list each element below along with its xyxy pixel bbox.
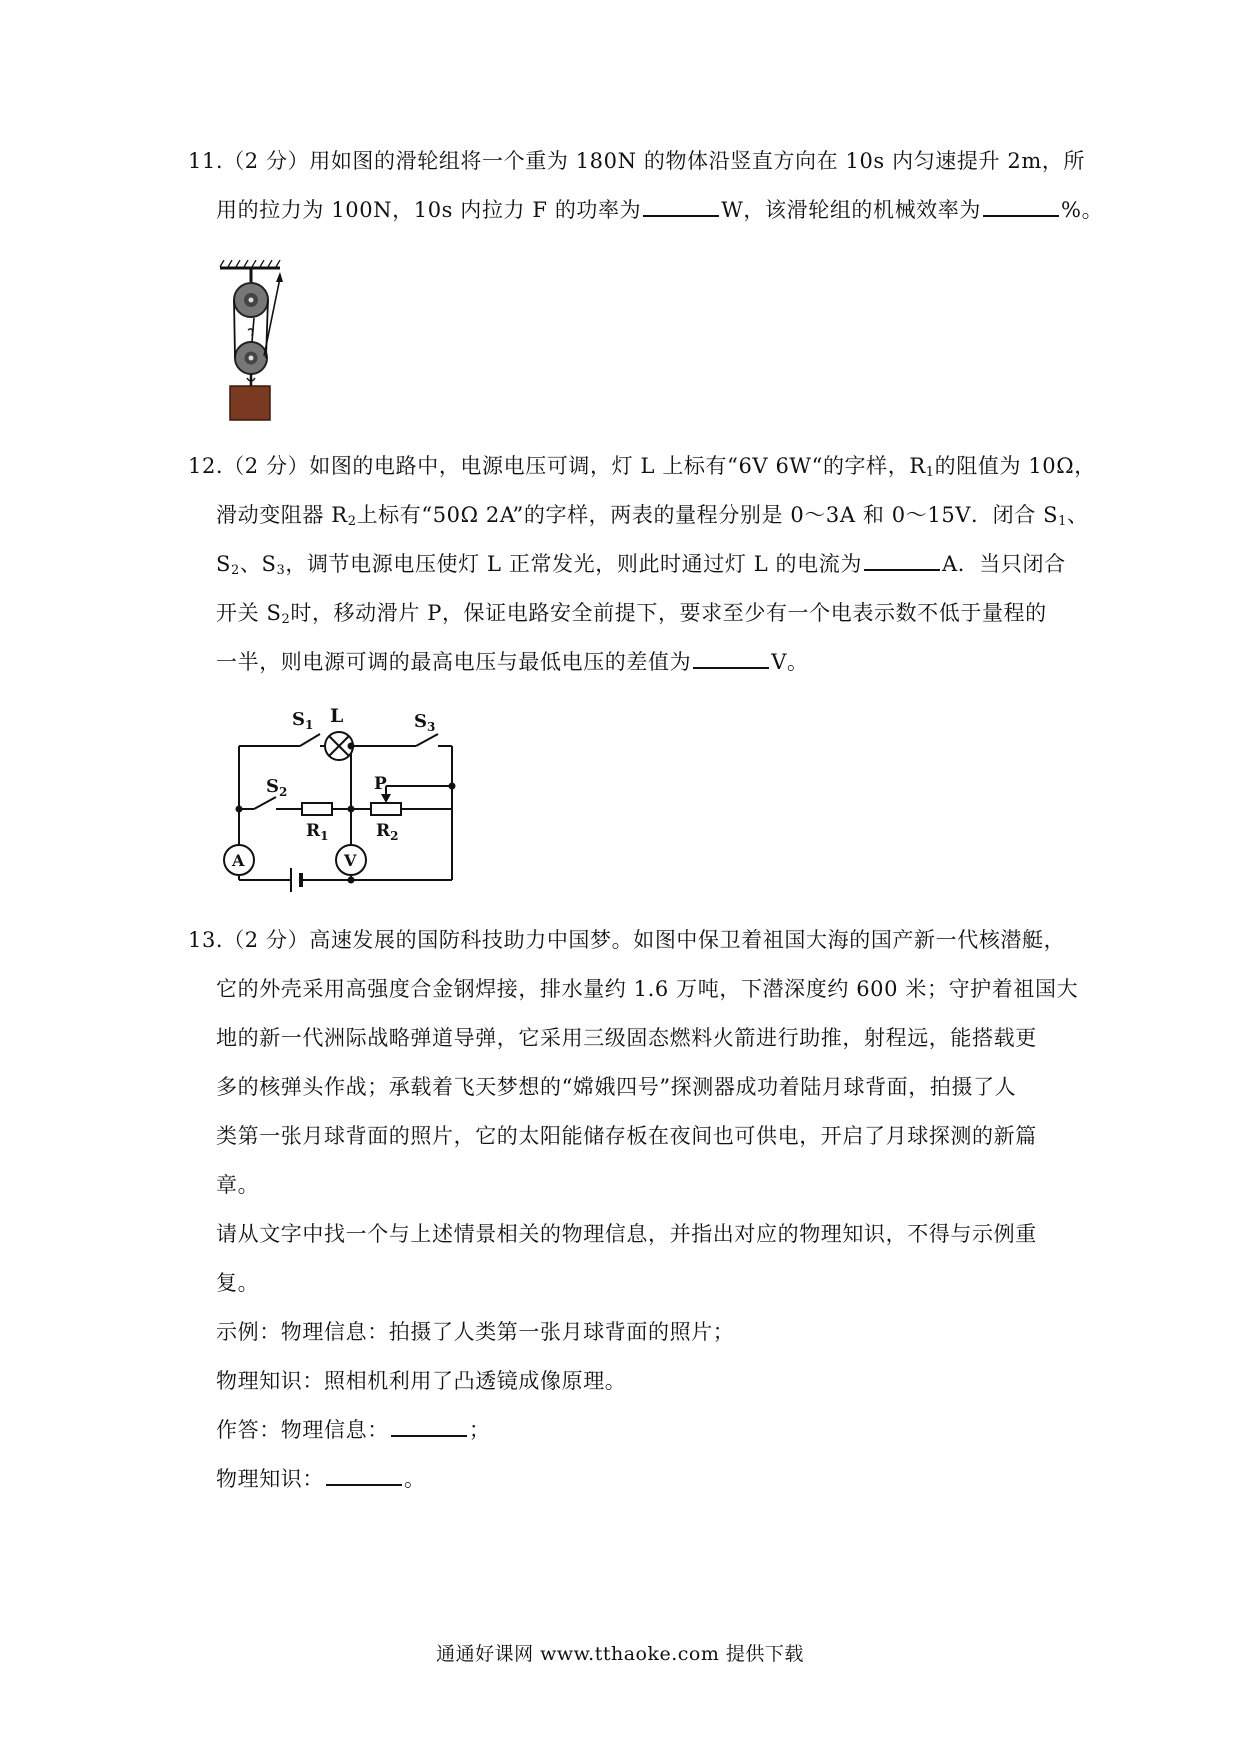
label-r1: $R_1$ [306,821,329,843]
q12-text: V。 [771,650,809,674]
q12-line-1 [188,452,1096,480]
answer-blank-physics-info[interactable] [391,1417,467,1437]
answer-blank-voltage-diff[interactable] [693,649,769,669]
q13-example-info: 示例：物理信息：拍摄了人类第一张月球背面的照片； [216,1320,735,1344]
q13-line-7: 请从文字中找一个与上述情景相关的物理信息，并指出对应的物理知识，不得与示例重 [216,1222,1037,1246]
q12-text: 时，移动滑片 P，保证电路安全前提下，要求至少有一个电表示数不低于量程的 [290,601,1047,625]
q12-line-2 [216,501,1089,529]
q12-text: ，调节电源电压使灯 L 正常发光，则此时通过灯 L 的电流为 [285,552,862,576]
answer-blank-current[interactable] [864,551,940,571]
q13-line-6: 章。 [216,1173,260,1197]
q12-text: 的阻值为 10Ω， [934,454,1096,478]
subscript: 2 [281,612,291,627]
q11-text: %。 [1061,198,1104,222]
subscript: 3 [276,563,286,578]
q13-text: 作答：物理信息： [216,1418,389,1442]
subscript: 1 [925,465,935,480]
label-lamp: L [330,705,344,727]
q13-line-2: 它的外壳采用高强度合金钢焊接，排水量约 1.6 万吨，下潜深度约 600 米；守护着祖国大 [216,977,1079,1001]
label-slider: P [374,774,387,794]
q11-line-1: 11.（2 分）用如图的滑轮组将一个重为 180N 的物体沿竖直方向在 10s 内匀速提升 2m，所 [188,149,1086,173]
label-s1: $S_1$ [292,709,314,732]
q11-text: W，该滑轮组的机械效率为 [721,198,982,222]
q12-text: 滑动变阻器 R [216,503,348,527]
label-s2: $S_2$ [266,776,288,799]
q12-text: 开关 S [216,601,282,625]
q13-line-4: 多的核弹头作战；承载着飞天梦想的“嫦娥四号”探测器成功着陆月球背面，拍摄了人 [216,1075,1017,1099]
subscript: 2 [231,563,240,578]
q12-text: 、 [1066,503,1089,527]
q13-answer-info [216,1416,490,1444]
page-footer: 通通好课网 www.tthaoke.com 提供下载 [436,1643,804,1665]
subscript: 1 [1058,514,1067,529]
q12-text: 一半，则电源可调的最高电压与最低电压的差值为 [216,650,692,674]
q12-text: 上标有“50Ω 2A”的字样，两表的量程分别是 0～3A 和 0～15V．闭合 S [356,503,1059,527]
q13-answer-knowledge [216,1465,426,1493]
answer-blank-physics-knowledge[interactable] [326,1466,402,1486]
q13-line-8: 复。 [216,1271,260,1295]
q13-line-1: 13.（2 分）高速发展的国防科技助力中国梦。如图中保卫着祖国大海的国产新一代核潜艇， [188,928,1066,952]
voltmeter-label: V [344,851,357,870]
subscript: 2 [347,514,357,529]
q13-text: 。 [404,1467,426,1491]
q12-line-5 [216,648,809,676]
q12-text: S [216,552,231,576]
ammeter-label: A [232,851,245,870]
q12-text: 、S [239,552,277,576]
pulley-diagram [214,260,284,430]
q13-line-5: 类第一张月球背面的照片，它的太阳能储存板在夜间也可供电，开启了月球探测的新篇 [216,1124,1037,1148]
answer-blank-efficiency[interactable] [983,197,1059,217]
q13-text: ； [468,1418,491,1442]
q11-line-2 [216,196,1103,224]
q12-text: 12.（2 分）如图的电路中，电源电压可调，灯 L 上标有“6V 6W“的字样，R [188,454,926,478]
circuit-diagram [216,700,476,900]
label-s3: $S_3$ [414,711,436,734]
answer-blank-power[interactable] [643,197,719,217]
q11-text: 用的拉力为 100N，10s 内拉力 F 的功率为 [216,198,642,222]
q13-text: 物理知识： [216,1467,324,1491]
q12-text: A．当只闭合 [941,552,1066,576]
q12-line-3 [216,550,1066,578]
q12-line-4 [216,599,1047,627]
q13-line-3: 地的新一代洲际战略弹道导弹，它采用三级固态燃料火箭进行助推，射程远，能搭载更 [216,1026,1037,1050]
q13-example-knowledge: 物理知识：照相机利用了凸透镜成像原理。 [216,1369,627,1393]
label-r2: $R_2$ [376,821,399,843]
